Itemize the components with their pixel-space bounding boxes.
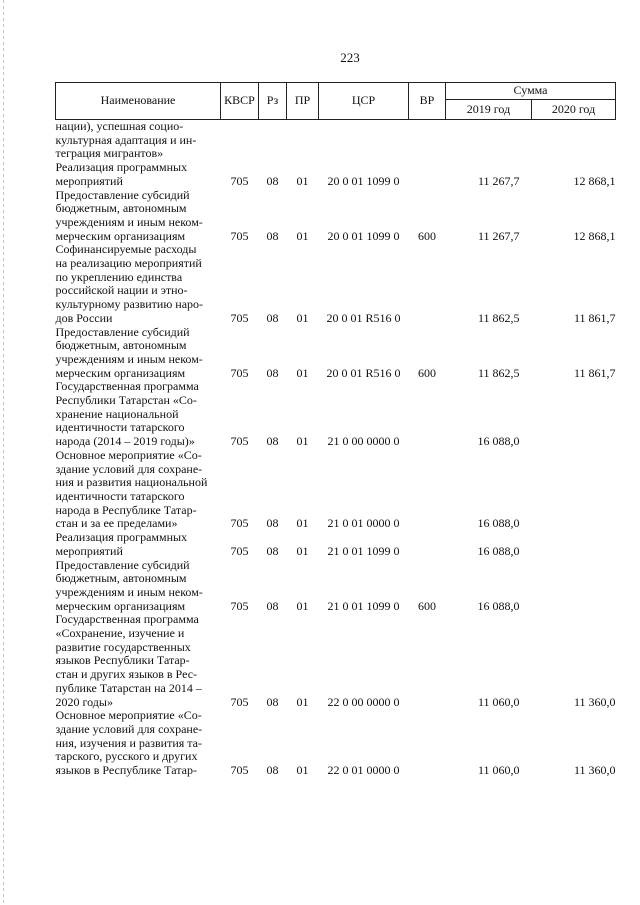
cell-pr: 01 xyxy=(296,694,309,709)
header-pr: ПР xyxy=(287,83,319,120)
cell-pr: 01 xyxy=(296,516,309,531)
cell-kvsr: 705 xyxy=(230,598,249,613)
name-line: по укреплению единства xyxy=(55,269,183,284)
table-row xyxy=(56,189,616,244)
name-line: культурная адаптация и ин- xyxy=(55,132,197,147)
name-line: Основное мероприятие «Со- xyxy=(55,708,202,723)
cell-sum-2019: 16 088,0 xyxy=(477,434,520,449)
name-line: языков Республики Татар- xyxy=(55,653,190,668)
cell-sum-2019: 11 862,5 xyxy=(477,365,520,380)
table-header xyxy=(56,83,616,120)
cell-sum-2019: 11 267,7 xyxy=(477,173,520,188)
cell-sum-2020 xyxy=(532,449,616,531)
name-line: бюджетным, автономным xyxy=(55,571,187,586)
name-line: идентичности татарского xyxy=(55,420,185,435)
cell-rz: 08 xyxy=(266,694,279,709)
cell-csr: 20 0 01 1099 0 xyxy=(327,228,400,243)
name-line: стан и за ее пределами» xyxy=(55,516,178,531)
name-line: народа в Республике Татар- xyxy=(55,502,197,517)
cell-pr: 01 xyxy=(296,228,309,243)
name-line: Предоставление субсидий xyxy=(55,187,190,202)
cell-pr: 01 xyxy=(296,543,309,558)
cell-csr: 20 0 01 1099 0 xyxy=(327,173,400,188)
table-row xyxy=(56,161,616,188)
table-row xyxy=(56,243,616,325)
cell-sum-2019: 16 088,0 xyxy=(477,516,520,531)
cell-pr: 01 xyxy=(296,434,309,449)
cell-rz xyxy=(259,120,287,162)
cell-sum-2019: 16 088,0 xyxy=(477,598,520,613)
name-line: Реализация программных xyxy=(55,160,188,175)
cell-rz: 08 xyxy=(266,516,279,531)
cell-name xyxy=(56,449,221,531)
table-row xyxy=(56,709,616,778)
header-kvsr: КВСР xyxy=(221,83,259,120)
table-row xyxy=(56,613,616,709)
name-line: публике Татарстан на 2014 – xyxy=(55,680,202,695)
cell-kvsr: 705 xyxy=(230,365,249,380)
name-line: развитие государственных xyxy=(55,639,191,654)
cell-pr: 01 xyxy=(296,173,309,188)
table-row xyxy=(56,380,616,449)
name-line: бюджетным, автономным xyxy=(55,201,187,216)
margin-dots xyxy=(3,0,4,905)
cell-sum-2020: 12 868,1 xyxy=(573,173,616,188)
cell-sum-2020 xyxy=(532,559,616,614)
name-line: мерческим организациям xyxy=(55,365,186,380)
cell-sum-2020: 11 861,7 xyxy=(573,310,616,325)
cell-name xyxy=(56,531,221,558)
cell-pr: 01 xyxy=(296,763,309,778)
name-line: Государственная программа xyxy=(55,379,199,394)
cell-vr xyxy=(409,380,446,449)
name-line: бюджетным, автономным xyxy=(55,338,187,353)
cell-kvsr: 705 xyxy=(230,310,249,325)
cell-sum-2020 xyxy=(532,531,616,558)
cell-name xyxy=(56,613,221,709)
cell-kvsr: 705 xyxy=(230,763,249,778)
cell-kvsr: 705 xyxy=(230,516,249,531)
header-csr: ЦСР xyxy=(319,83,409,120)
cell-sum-2019: 11 060,0 xyxy=(477,694,520,709)
name-line: Основное мероприятие «Со- xyxy=(55,447,202,462)
name-line: культурному развитию наро- xyxy=(55,297,204,312)
cell-name xyxy=(56,709,221,778)
cell-sum-2019: 11 862,5 xyxy=(477,310,520,325)
cell-vr xyxy=(409,161,446,188)
header-year-2019: 2019 год xyxy=(446,100,532,120)
cell-csr: 20 0 01 R516 0 xyxy=(326,310,401,325)
cell-rz: 08 xyxy=(266,543,279,558)
cell-rz: 08 xyxy=(266,434,279,449)
cell-rz: 08 xyxy=(266,763,279,778)
name-line: ния и развития национальной xyxy=(55,475,208,490)
name-line: здание условий для сохране- xyxy=(55,721,203,736)
cell-sum-2020: 11 360,0 xyxy=(573,763,616,778)
cell-sum-2019: 11 267,7 xyxy=(477,228,520,243)
name-line: Софинансируемые расходы xyxy=(55,242,197,257)
name-line: дов России xyxy=(55,310,113,325)
cell-sum-2020 xyxy=(532,380,616,449)
cell-name xyxy=(56,161,221,188)
cell-csr: 21 0 00 0000 0 xyxy=(327,434,400,449)
name-line: хранение национальной xyxy=(55,406,179,421)
cell-vr xyxy=(409,531,446,558)
name-line: 2020 годы» xyxy=(55,694,113,709)
table-row xyxy=(56,120,616,162)
header-name: Наименование xyxy=(56,83,221,120)
name-line: нации), успешная социо- xyxy=(55,119,184,133)
name-line: здание условий для сохране- xyxy=(55,461,203,476)
cell-kvsr: 705 xyxy=(230,228,249,243)
name-line: народа (2014 – 2019 годы)» xyxy=(55,434,195,449)
cell-name xyxy=(56,380,221,449)
header-vr: ВР xyxy=(409,83,446,120)
cell-name xyxy=(56,243,221,325)
cell-pr: 01 xyxy=(296,598,309,613)
cell-kvsr xyxy=(221,120,259,162)
cell-rz: 08 xyxy=(266,173,279,188)
table-body xyxy=(56,120,616,778)
cell-rz: 08 xyxy=(266,310,279,325)
table-row xyxy=(56,326,616,381)
cell-sum-2020 xyxy=(532,120,616,162)
cell-csr: 22 0 01 0000 0 xyxy=(327,763,400,778)
cell-vr xyxy=(409,613,446,709)
cell-sum-2019: 16 088,0 xyxy=(477,543,520,558)
name-line: Предоставление субсидий xyxy=(55,557,190,572)
cell-csr: 22 0 00 0000 0 xyxy=(327,694,400,709)
name-line: учреждениям и иным неком- xyxy=(55,584,203,599)
cell-rz: 08 xyxy=(266,365,279,380)
cell-pr: 01 xyxy=(296,365,309,380)
name-line: идентичности татарского xyxy=(55,488,185,503)
table-row xyxy=(56,559,616,614)
cell-sum-2019: 11 060,0 xyxy=(477,763,520,778)
cell-pr: 01 xyxy=(296,310,309,325)
cell-csr: 21 0 01 0000 0 xyxy=(327,516,400,531)
cell-kvsr: 705 xyxy=(230,694,249,709)
cell-vr xyxy=(409,709,446,778)
cell-vr xyxy=(409,449,446,531)
name-line: теграция мигрантов» xyxy=(55,146,164,161)
cell-pr xyxy=(287,120,319,162)
name-line: мерческим организациям xyxy=(55,598,186,613)
cell-kvsr: 705 xyxy=(230,543,249,558)
cell-kvsr: 705 xyxy=(230,173,249,188)
name-line: мерческим организациям xyxy=(55,228,186,243)
cell-vr: 600 xyxy=(418,228,436,243)
cell-csr xyxy=(319,120,409,162)
name-line: учреждениям и иным неком- xyxy=(55,214,203,229)
cell-rz: 08 xyxy=(266,228,279,243)
header-year-2020: 2020 год xyxy=(532,100,616,120)
name-line: учреждениям и иным неком- xyxy=(55,351,203,366)
name-line: языков в Республике Татар- xyxy=(55,763,197,778)
cell-name xyxy=(56,559,221,614)
cell-name xyxy=(56,189,221,244)
name-line: тарского, русского и других xyxy=(55,749,198,764)
name-line: стан и других языков в Рес- xyxy=(55,667,198,682)
cell-vr xyxy=(409,120,446,162)
header-sum: Сумма xyxy=(446,83,616,100)
cell-rz: 08 xyxy=(266,598,279,613)
name-line: мероприятий xyxy=(55,543,123,558)
cell-csr: 20 0 01 R516 0 xyxy=(326,365,401,380)
cell-sum-2020: 12 868,1 xyxy=(573,228,616,243)
budget-table xyxy=(55,82,616,778)
name-line: Предоставление субсидий xyxy=(55,324,190,339)
table-row xyxy=(56,531,616,558)
page-number: 223 xyxy=(340,50,360,65)
cell-sum-2019 xyxy=(446,120,532,162)
cell-csr: 21 0 01 1099 0 xyxy=(327,598,400,613)
name-line: Реализация программных xyxy=(55,530,188,545)
cell-vr: 600 xyxy=(418,365,436,380)
cell-vr: 600 xyxy=(418,598,436,613)
cell-vr xyxy=(409,243,446,325)
name-line: ния, изучения и развития та- xyxy=(55,735,202,750)
cell-name xyxy=(56,326,221,381)
name-line: Республики Татарстан «Со- xyxy=(55,393,197,408)
table-row xyxy=(56,449,616,531)
cell-name xyxy=(56,120,221,162)
name-line: мероприятий xyxy=(55,173,123,188)
name-line: Государственная программа xyxy=(55,612,199,627)
cell-sum-2020: 11 861,7 xyxy=(573,365,616,380)
name-line: «Сохранение, изучение и xyxy=(55,626,185,641)
cell-csr: 21 0 01 1099 0 xyxy=(327,543,400,558)
name-line: российской нации и этно- xyxy=(55,283,188,298)
header-rz: Рз xyxy=(259,83,287,120)
cell-sum-2020: 11 360,0 xyxy=(573,694,616,709)
cell-kvsr: 705 xyxy=(230,434,249,449)
name-line: на реализацию мероприятий xyxy=(55,256,202,271)
